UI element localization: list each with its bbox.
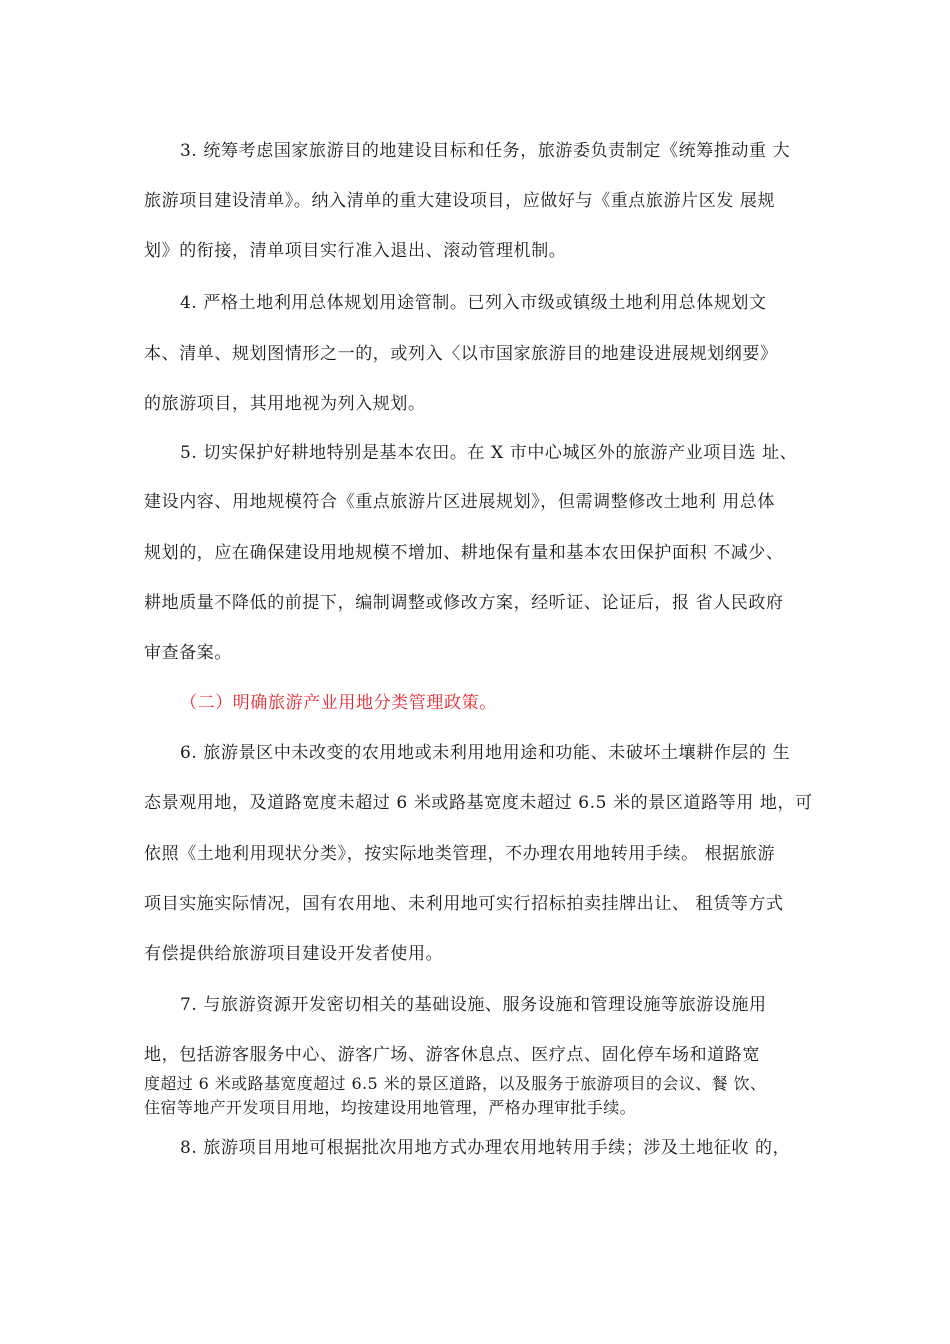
paragraph-7-line-1: 7. 与旅游资源开发密切相关的基础设施、服务设施和管理设施等旅游设施用 [180, 995, 767, 1015]
paragraph-4-line-1: 4. 严格土地利用总体规划用途管制。已列入市级或镇级土地利用总体规划文 [180, 293, 767, 313]
paragraph-5-line-3: 规划的，应在确保建设用地规模不增加、耕地保有量和基本农田保护面积 不减少、 [144, 543, 784, 563]
paragraph-8-line-1: 8. 旅游项目用地可根据批次用地方式办理农用地转用手续；涉及土地征收 的， [180, 1138, 791, 1158]
paragraph-4-line-3: 的旅游项目，其用地视为列入规划。 [144, 394, 426, 414]
paragraph-3-line-2: 旅游项目建设清单》。纳入清单的重大建设项目，应做好与《重点旅游片区发 展规 [144, 191, 776, 211]
paragraph-5-line-4: 耕地质量不降低的前提下，编制调整或修改方案，经听证、论证后，报 省人民政府 [144, 593, 784, 613]
paragraph-7-line-3: 度超过 6 米或路基宽度超过 6.5 米的景区道路，以及服务于旅游项目的会议、餐 饮、 [144, 1074, 767, 1093]
paragraph-7-line-4: 住宿等地产开发项目用地，均按建设用地管理，严格办理审批手续。 [144, 1098, 637, 1117]
paragraph-6-line-2: 态景观用地，及道路宽度未超过 6 米或路基宽度未超过 6.5 米的景区道路等用 地，可 [144, 793, 813, 813]
paragraph-4-line-2: 本、清单、规划图情形之一的，或列入〈以市国家旅游目的地建设进展规划纲要》 [144, 344, 778, 364]
paragraph-7-line-2: 地，包括游客服务中心、游客广场、游客休息点、医疗点、固化停车场和道路宽 [144, 1045, 760, 1065]
paragraph-3-line-1: 3. 统筹考虑国家旅游目的地建设目标和任务，旅游委负责制定《统筹推动重 大 [180, 141, 791, 161]
paragraph-5-line-5: 审查备案。 [144, 643, 232, 663]
section-heading: （二）明确旅游产业用地分类管理政策。 [180, 693, 497, 713]
paragraph-6-line-3: 依照《土地利用现状分类》，按实际地类管理，不办理农用地转用手续。 根据旅游 [144, 844, 776, 864]
paragraph-3-line-3: 划》的衔接，清单项目实行准入退出、滚动管理机制。 [144, 241, 567, 261]
paragraph-6-line-5: 有偿提供给旅游项目建设开发者使用。 [144, 944, 444, 964]
paragraph-6-line-1: 6. 旅游景区中未改变的农用地或未利用地用途和功能、未破坏土壤耕作层的 生 [180, 743, 791, 763]
paragraph-6-line-4: 项目实施实际情况，国有农用地、未利用地可实行招标拍卖挂牌出让、 租赁等方式 [144, 894, 784, 914]
paragraph-5-line-2: 建设内容、用地规模符合《重点旅游片区进展规划》，但需调整修改土地利 用总体 [144, 492, 776, 512]
paragraph-5-line-1: 5. 切实保护好耕地特别是基本农田。在 X 市中心城区外的旅游产业项目选 址、 [180, 443, 798, 463]
